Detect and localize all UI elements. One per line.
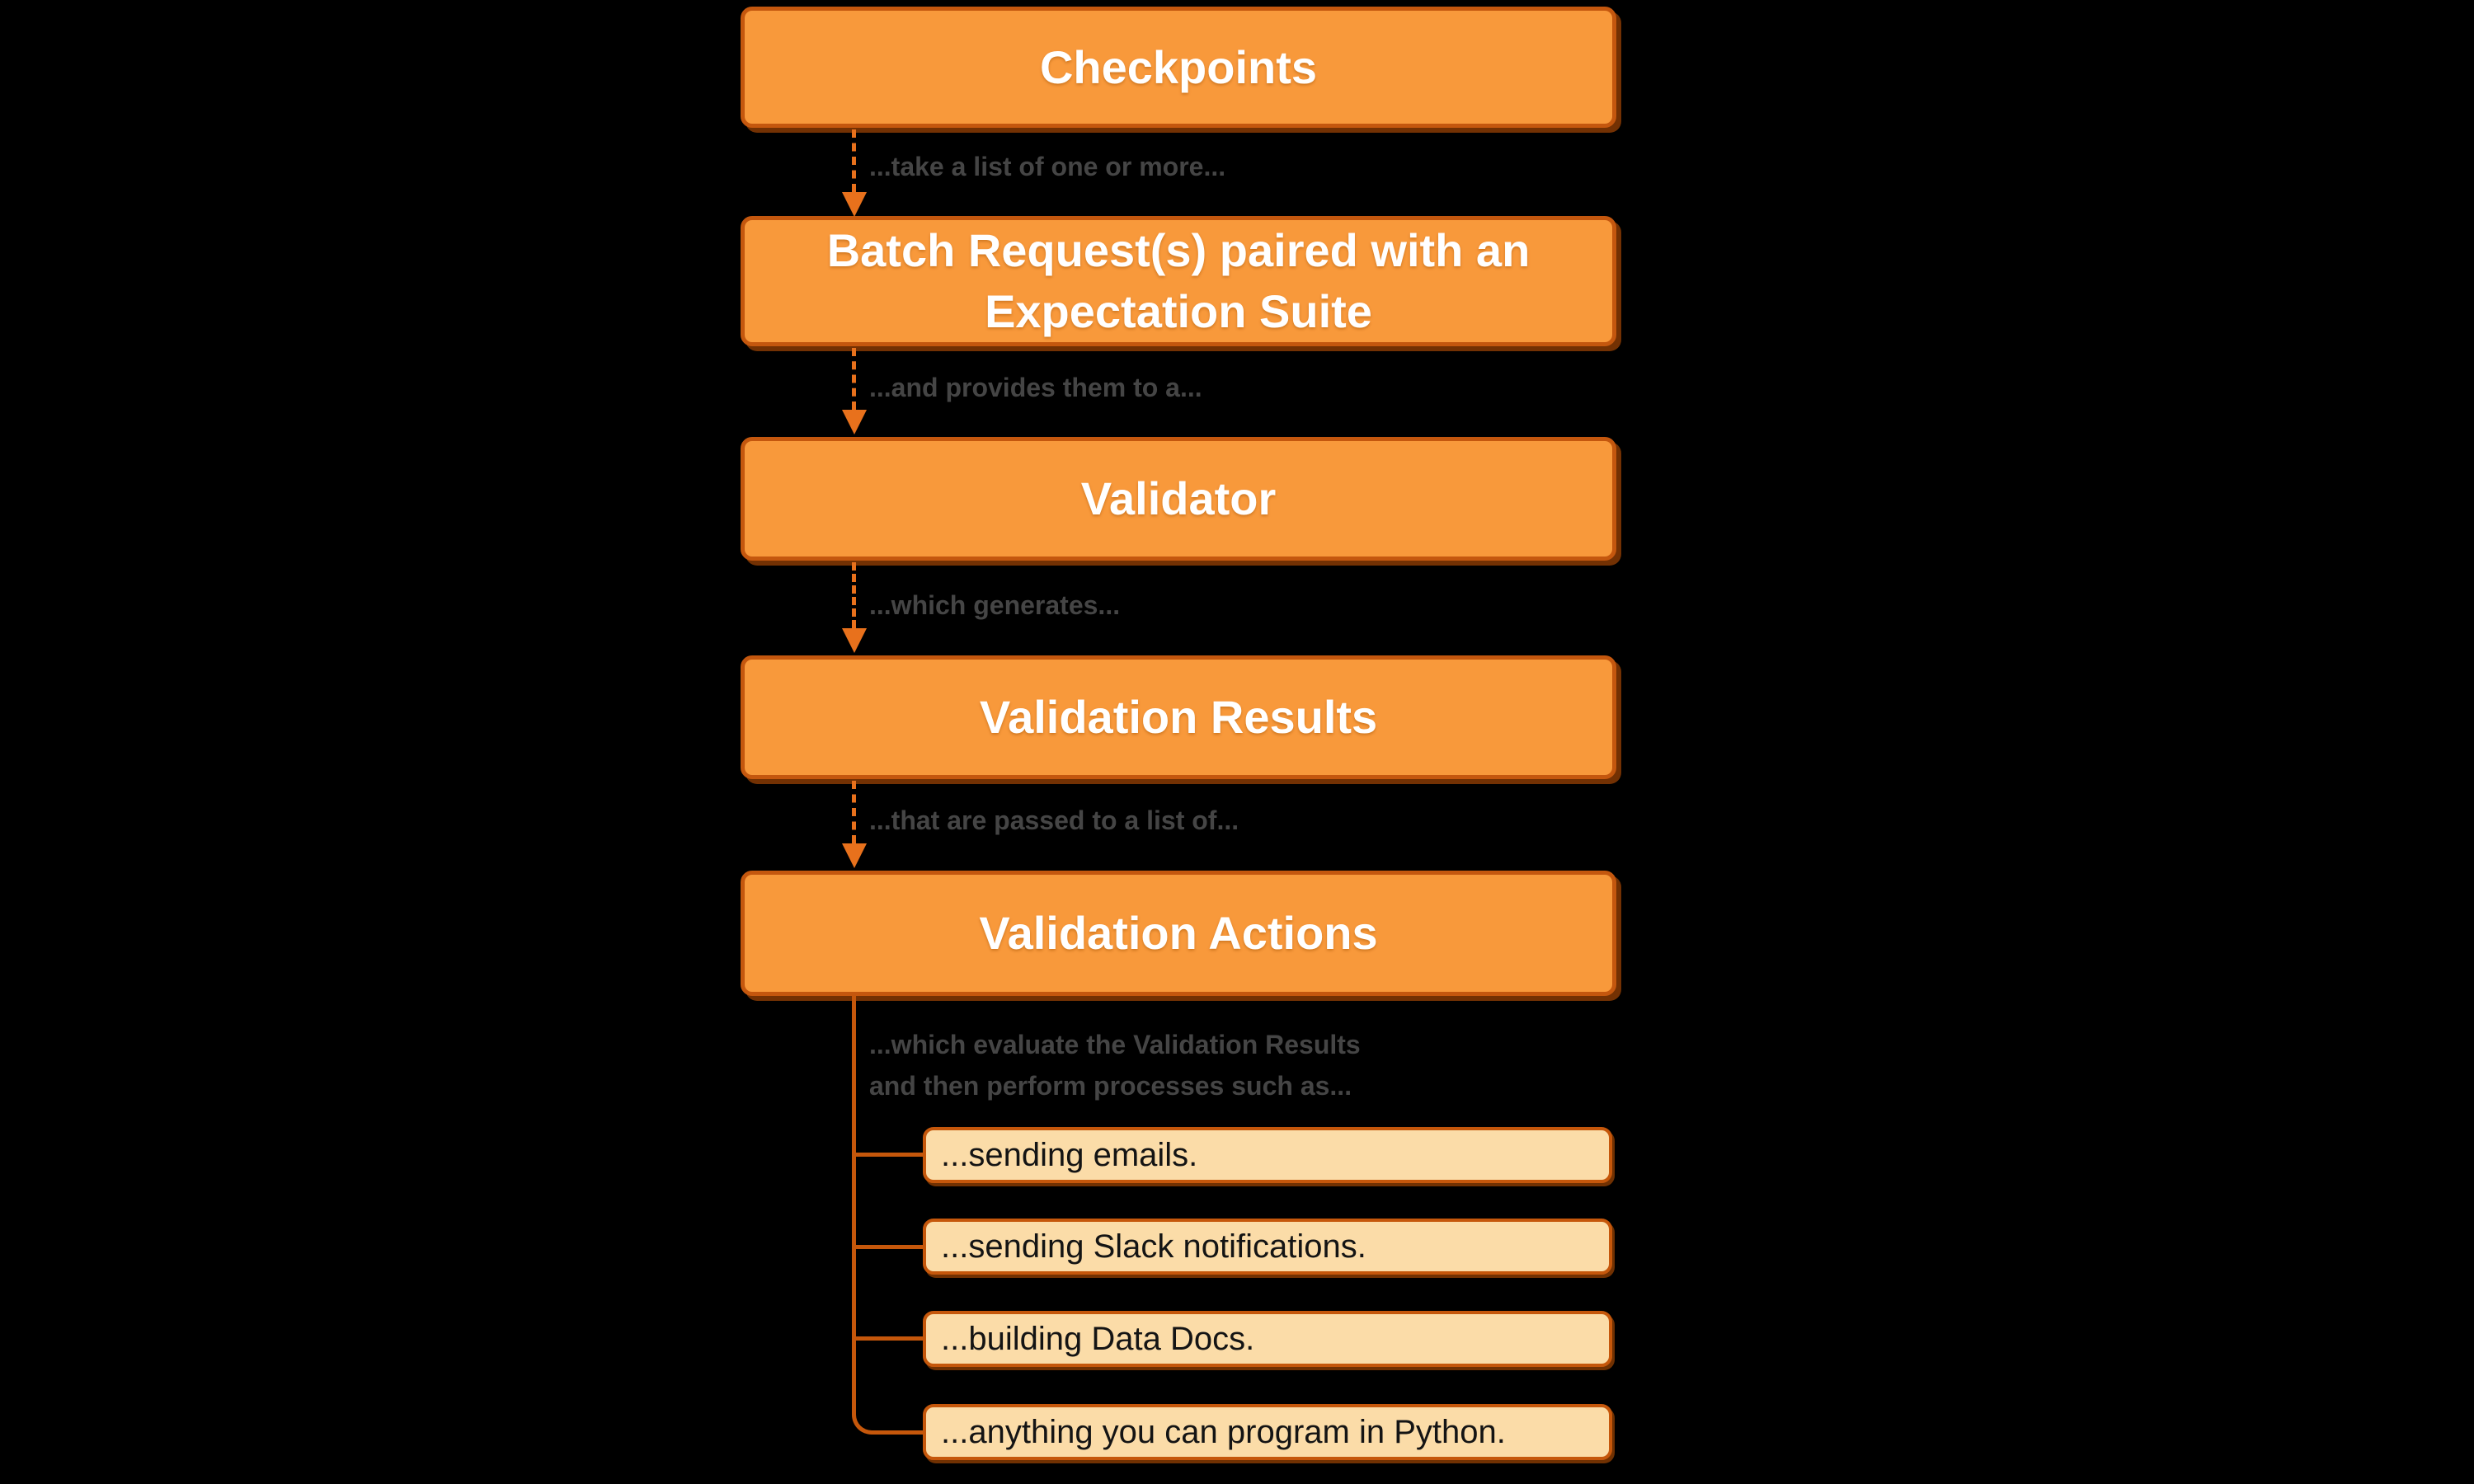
- leaf-sending-emails: [923, 1127, 1612, 1183]
- node-batch-request: [741, 216, 1616, 346]
- node-validator: [741, 437, 1616, 561]
- branch-label: [869, 1024, 1361, 1106]
- arrow-down-icon: [842, 192, 867, 217]
- leaf-python-program: [923, 1404, 1612, 1460]
- node-validation-results: [741, 655, 1616, 779]
- branch-label-line1: ...which evaluate the Validation Results: [869, 1030, 1361, 1059]
- edge-dashed-line-1: [852, 129, 856, 192]
- node-validation-actions-label: Validation Actions: [979, 907, 1378, 960]
- leaf-slack-notifications: [923, 1219, 1612, 1275]
- branch-stub-1: [854, 1153, 924, 1157]
- branch-label-line2: and then perform processes such as...: [869, 1071, 1352, 1101]
- leaf-building-data-docs-label: ...building Data Docs.: [941, 1320, 1255, 1357]
- node-validation-results-label: Validation Results: [979, 691, 1378, 744]
- arrow-down-icon: [842, 628, 867, 653]
- node-validator-label: Validator: [1080, 472, 1277, 525]
- leaf-sending-emails-label: ...sending emails.: [941, 1136, 1198, 1173]
- edge-dashed-line-4: [852, 781, 856, 843]
- leaf-building-data-docs: [923, 1311, 1612, 1367]
- edge-label-which-generates: ...which generates...: [869, 590, 1121, 620]
- node-validation-actions: [741, 871, 1616, 996]
- edge-label-take-list: ...take a list of one or more...: [869, 152, 1226, 181]
- arrow-down-icon: [842, 843, 867, 868]
- edge-dashed-line-3: [852, 562, 856, 628]
- node-checkpoints-label: Checkpoints: [1039, 40, 1318, 93]
- node-batch-request-label: Batch Request(s) paired with an Expectation Suite: [826, 224, 1531, 337]
- leaf-python-program-label: ...anything you can program in Python.: [941, 1413, 1506, 1450]
- branch-stub-2: [854, 1245, 924, 1249]
- edge-label-provides-them: ...and provides them to a...: [869, 373, 1202, 402]
- branch-stub-3: [854, 1336, 924, 1341]
- leaf-slack-notifications-label: ...sending Slack notifications.: [941, 1228, 1366, 1265]
- node-checkpoints: [741, 7, 1616, 128]
- edge-label-passed-to-list: ...that are passed to a list of...: [869, 805, 1239, 835]
- arrow-down-icon: [842, 410, 867, 434]
- edge-dashed-line-2: [852, 348, 856, 410]
